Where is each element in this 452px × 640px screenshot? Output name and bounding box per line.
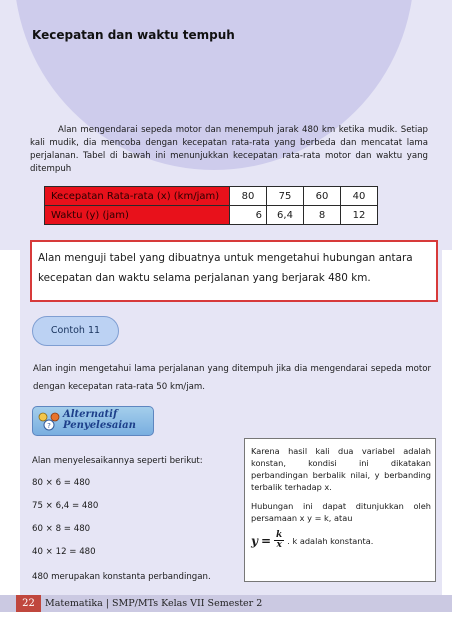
note-paragraph-1: Karena hasil kali dua variabel adalah konstan, kondisi ini dikatakan perbandingan berbalik nilai, y berbanding terbalik terhadap x.	[251, 446, 431, 492]
footer-text: Matematika | SMP/MTs Kelas VII Semester 2	[45, 598, 263, 609]
solution-intro: Alan menyelesaikannya seperti berikut:	[32, 456, 203, 466]
example-question: Alan ingin mengetahui lama perjalanan yang ditempuh jika dia mengendarai sepeda motor dengan kecepatan rata-rata 50 km/jam.	[33, 364, 431, 392]
speed-cell: 40	[341, 187, 378, 206]
speed-cell: 80	[230, 187, 267, 206]
intro-paragraph: Alan mengendarai sepeda motor dan menempuh jarak 480 km ketika mudik. Setiap kali mudik, dia mencoba dengan kecepatan rata-rata yang berbeda dan mencatat lama perjalanan. Tabel di bawah ini menunjukkan kecepatan rata-rata motor dan waktu yang ditempuh	[30, 125, 428, 174]
time-cell: 8	[304, 206, 341, 225]
section-title: Kecepatan dan waktu tempuh	[32, 28, 235, 42]
time-label-cell: Waktu (y) (jam)	[45, 206, 230, 225]
note-paragraph-2: Hubungan ini dapat ditunjukkan oleh persamaan x y = k, atau	[251, 501, 431, 523]
right-margin	[442, 250, 452, 600]
svg-text:?: ?	[47, 422, 51, 430]
info-box: Alan menguji tabel yang dibuatnya untuk mengetahui hubungan antara kecepatan dan waktu selama perjalanan yang berjarak 480 km.	[30, 240, 438, 302]
left-margin	[0, 250, 20, 600]
table-row-speed	[45, 187, 378, 206]
speed-time-table	[44, 186, 378, 225]
table-row-time	[45, 206, 378, 225]
time-cell: 6	[230, 206, 267, 225]
note-box	[244, 438, 436, 582]
speed-label-cell: Kecepatan Rata-rata (x) (km/jam)	[45, 187, 230, 206]
time-cell: 6,4	[267, 206, 304, 225]
solution-step: 60 × 8 = 480	[32, 524, 91, 534]
solution-step: 75 × 6,4 = 480	[32, 501, 99, 511]
formula-fraction	[274, 531, 284, 550]
solution-step: 40 × 12 = 480	[32, 547, 96, 557]
alt-line-1: Alternatif	[63, 409, 118, 420]
speed-cell: 60	[304, 187, 341, 206]
alternative-solution-banner	[32, 406, 154, 436]
example-label: Contoh 11	[32, 316, 119, 346]
time-cell: 12	[341, 206, 378, 225]
formula-explanation: . k adalah konstanta.	[287, 535, 374, 546]
formula-y: y	[251, 533, 258, 548]
fraction-denominator: x	[276, 540, 282, 550]
alt-line-2: Penyelesaian	[63, 420, 136, 431]
solution-conclusion: 480 merupakan konstanta perbandingan.	[32, 572, 211, 582]
alternative-solution-title	[63, 409, 136, 431]
page-number: 22	[16, 595, 41, 612]
puzzle-people-icon	[37, 410, 61, 432]
speed-cell: 75	[267, 187, 304, 206]
solution-step: 80 × 6 = 480	[32, 478, 91, 488]
fraction-numerator: k	[276, 530, 283, 540]
formula-equals: =	[260, 533, 272, 548]
inverse-formula	[251, 531, 431, 550]
